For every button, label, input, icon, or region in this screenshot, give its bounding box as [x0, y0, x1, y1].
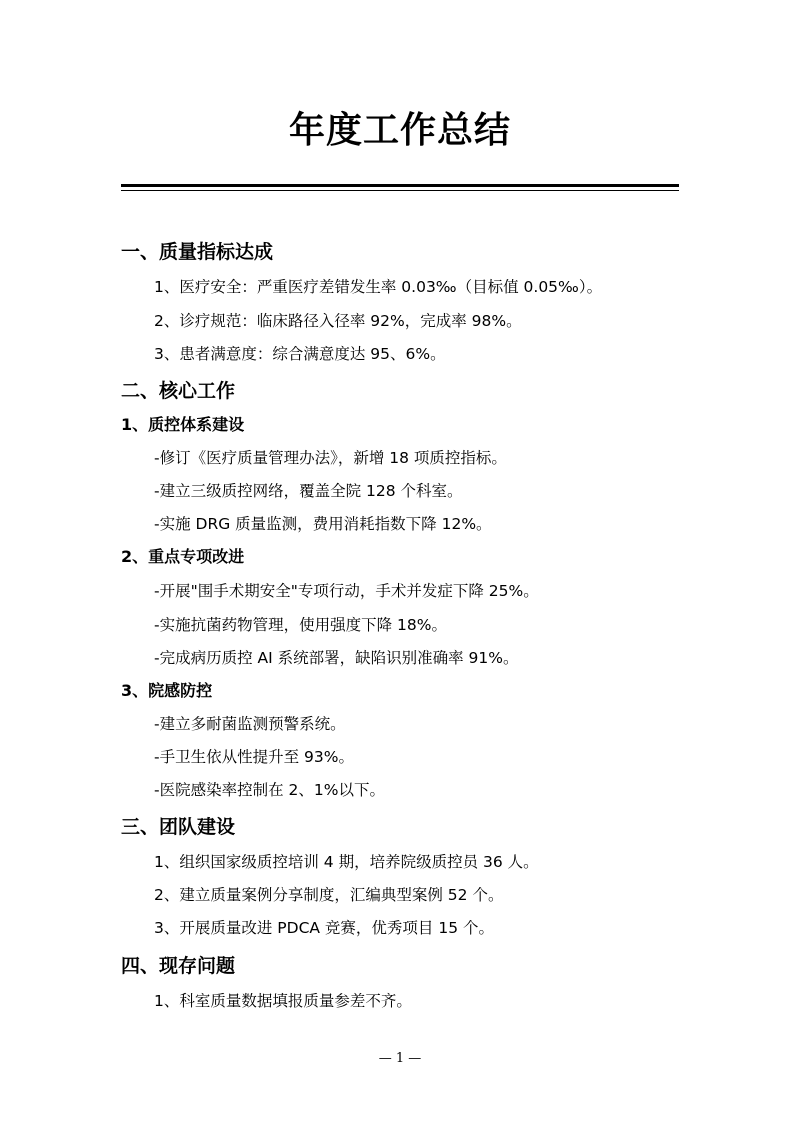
subsection-item: -完成病历质控 AI 系统部署，缺陷识别准确率 91%。	[154, 649, 519, 667]
title-divider	[121, 184, 679, 192]
subsection-item: -建立三级质控网络，覆盖全院 128 个科室。	[154, 482, 463, 500]
section-heading-core-work: 二、核心工作	[121, 380, 236, 402]
document-title: 年度工作总结	[288, 110, 511, 151]
subsection-item: -建立多耐菌监测预警系统。	[154, 715, 346, 733]
section-heading-team-building: 三、团队建设	[121, 816, 236, 838]
subsection-heading-key-improvement: 2、重点专项改进	[121, 547, 245, 566]
section-item: 1、科室质量数据填报质量参差不齐。	[154, 992, 412, 1010]
section-item: 1、组织国家级质控培训 4 期，培养院级质控员 36 人。	[154, 853, 539, 871]
subsection-item: -手卫生依从性提升至 93%。	[154, 748, 354, 766]
subsection-item: -修订《医疗质量管理办法》，新增 18 项质控指标。	[154, 449, 507, 467]
subsection-heading-qc-system: 1、质控体系建设	[121, 415, 245, 434]
subsection-item: -医院感染率控制在 2、1%以下。	[154, 781, 385, 799]
divider-thin-line	[121, 190, 679, 191]
section-item: 3、患者满意度：综合满意度达 95、6%。	[154, 345, 446, 363]
subsection-item: -实施抗菌药物管理，使用强度下降 18%。	[154, 616, 447, 634]
subsection-item: -实施 DRG 质量监测，费用消耗指数下降 12%。	[154, 515, 492, 533]
section-item: 3、开展质量改进 PDCA 竞赛，优秀项目 15 个。	[154, 919, 495, 937]
section-heading-quality-indicators: 一、质量指标达成	[121, 241, 274, 263]
section-item: 1、医疗安全：严重医疗差错发生率 0.03‰（目标值 0.05‰）。	[154, 278, 603, 296]
divider-thick-line	[121, 184, 679, 187]
section-heading-existing-problems: 四、现存问题	[121, 955, 236, 977]
section-item: 2、建立质量案例分享制度，汇编典型案例 52 个。	[154, 886, 504, 904]
subsection-item: -开展"围手术期安全"专项行动，手术并发症下降 25%。	[154, 582, 539, 600]
subsection-heading-infection-control: 3、院感防控	[121, 681, 213, 700]
section-item: 2、诊疗规范：临床路径入径率 92%，完成率 98%。	[154, 312, 522, 330]
page-number: — 1 —	[378, 1051, 422, 1066]
